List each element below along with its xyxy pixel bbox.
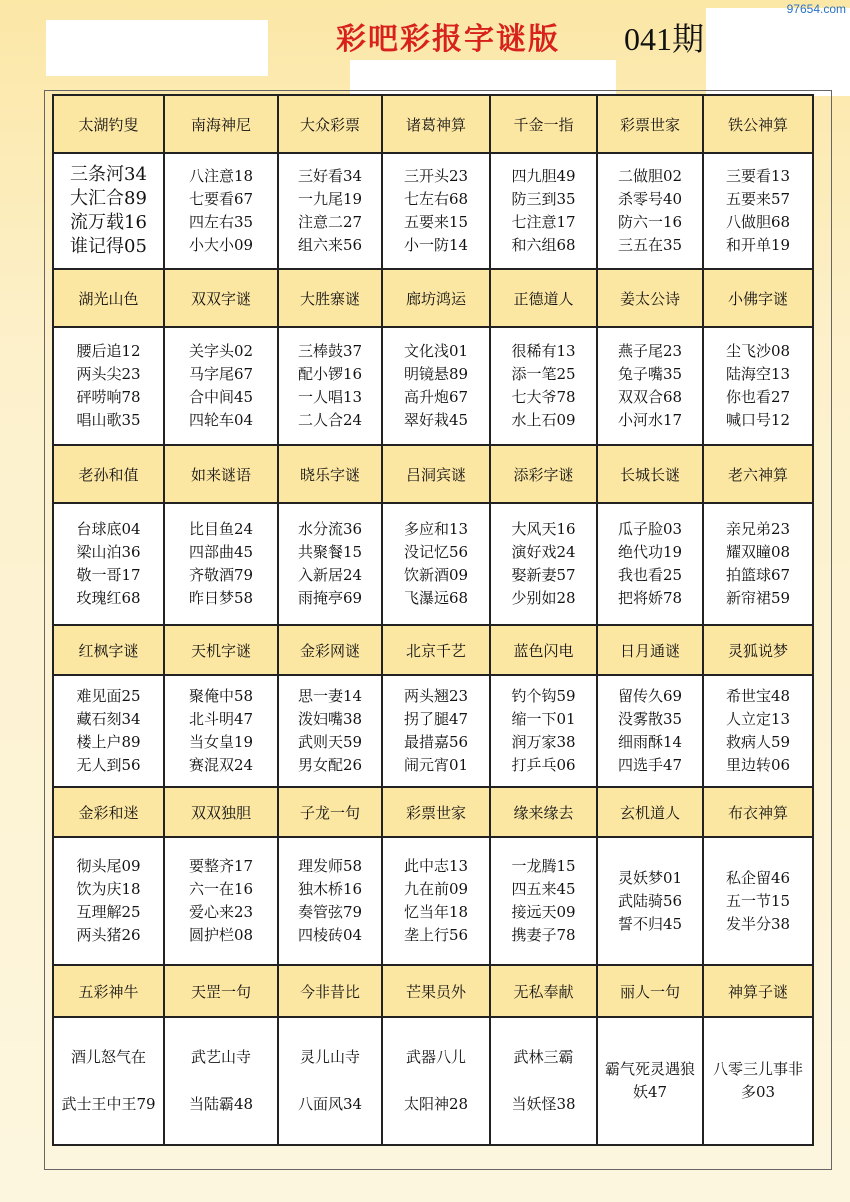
riddle-line: 防六一16 [617,213,683,231]
riddle-line: 太阳神28 [403,1095,469,1113]
column-header: 小佛字谜 [703,269,813,327]
riddle-line: 三棒鼓37 [297,342,363,360]
riddle-cell [278,327,382,445]
riddle-line: 把将娇78 [617,589,683,607]
riddle-line: 最措嘉56 [403,733,469,751]
column-header: 红枫字谜 [53,625,164,675]
riddle-line: 希世宝48 [725,687,791,705]
riddle-cell [382,327,490,445]
riddle-line: 杀零号40 [617,190,683,208]
riddle-line: 高升炮67 [403,388,469,406]
riddle-line: 润万家38 [511,733,576,751]
riddle-line: 昨日梦58 [188,589,254,607]
riddle-line: 唱山歌35 [76,411,141,429]
riddle-cell [53,327,164,445]
riddle-line: 腰后追12 [76,342,141,360]
riddle-line: 四轮车04 [188,411,254,429]
section-header-row [53,95,813,153]
column-header: 芒果员外 [382,965,490,1017]
riddle-cell [703,327,813,445]
riddle-line: 双双合68 [617,388,683,406]
column-header: 神算子谜 [703,965,813,1017]
riddle-line: 梁山泊36 [76,543,141,561]
riddle-line: 互理解25 [76,903,141,921]
section-body-row [53,837,813,965]
page-title: 彩吧彩报字谜版 [336,22,560,57]
riddle-line: 防三到35 [511,190,576,208]
column-header: 添彩字谜 [490,445,597,503]
riddle-line: 四棱砖04 [297,926,363,944]
riddle-line: 三好看34 [297,167,363,185]
riddle-line: 垄上行56 [403,926,469,944]
riddle-line: 四左右35 [188,213,254,231]
riddle-line: 人立定13 [725,710,791,728]
riddle-line: 新帘裙59 [725,589,791,607]
riddle-line: 男女配26 [297,756,363,774]
riddle-line: 齐敬酒79 [188,566,254,584]
riddle-line: 陆海空13 [725,365,791,383]
column-header: 无私奉献 [490,965,597,1017]
riddle-line: 七大爷78 [511,388,576,406]
riddle-cell [490,153,597,269]
column-header: 湖光山色 [53,269,164,327]
riddle-line: 流万载16 [70,212,147,233]
column-header: 吕洞宾谜 [382,445,490,503]
riddle-line: 无人到56 [76,756,141,774]
riddle-line: 很稀有13 [511,342,576,360]
issue-number: 041期 [624,21,705,57]
riddle-line: 里边转06 [725,756,791,774]
column-header: 金彩和迷 [53,787,164,837]
riddle-line: 少别如28 [511,589,576,607]
riddle-line: 接远天09 [511,903,576,921]
riddle-cell [53,1017,164,1145]
riddle-line: 奏管弦79 [297,903,363,921]
riddle-line: 喊口号12 [725,411,791,429]
riddle-line: 武林三霸 [513,1048,574,1066]
column-header: 布衣神算 [703,787,813,837]
riddle-cell [53,837,164,965]
riddle-line: 酒儿怒气在 [70,1048,146,1066]
riddle-line: 拍篮球67 [725,566,791,584]
column-header: 天罡一句 [164,965,278,1017]
riddle-line: 饮新酒09 [403,566,469,584]
riddle-line: 三条河34 [70,164,147,185]
riddle-line: 谁记得05 [70,236,147,257]
section-body-row [53,675,813,787]
column-header: 今非昔比 [278,965,382,1017]
riddle-cell [703,837,813,965]
section-header-row [53,787,813,837]
column-header: 子龙一句 [278,787,382,837]
riddle-cell [703,675,813,787]
column-header: 丽人一句 [597,965,703,1017]
riddle-cell [597,1017,703,1145]
riddle-line: 比目鱼24 [188,520,254,538]
column-header: 双双独胆 [164,787,278,837]
riddle-cell [490,503,597,625]
riddle-line: 翠好栽45 [403,411,469,429]
riddle-line: 八注意18 [188,167,254,185]
riddle-line: 留传久69 [617,687,683,705]
riddle-line: 组六来56 [297,236,363,254]
riddle-cell [490,327,597,445]
riddle-line: 七注意17 [511,213,576,231]
riddle-line: 两头翘23 [403,687,469,705]
riddle-line: 一龙腾15 [511,857,576,875]
riddle-line: 添一笔25 [511,365,576,383]
riddle-cell [703,1017,813,1145]
riddle-line: 霸气死灵遇狼 [604,1060,695,1078]
riddle-cell [382,675,490,787]
riddle-line: 瓜子脸03 [617,520,683,538]
riddle-line: 泼妇嘴38 [297,710,363,728]
riddle-line: 饮为庆18 [76,880,141,898]
site-watermark: 97654.com [786,2,846,16]
riddle-line: 没记忆56 [403,543,469,561]
riddle-line: 武陆骑56 [617,891,683,910]
riddle-cell [597,153,703,269]
riddle-line: 注意二27 [297,213,363,231]
riddle-line: 当陆霸48 [188,1095,254,1113]
riddle-line: 台球底04 [76,520,141,538]
riddle-cell [164,503,278,625]
riddle-line: 兔子嘴35 [617,365,683,383]
column-header: 日月通谜 [597,625,703,675]
riddle-line: 当女皇19 [188,733,254,751]
column-header: 大众彩票 [278,95,382,153]
section-header-row [53,269,813,327]
column-header: 天机字谜 [164,625,278,675]
redaction-box [46,20,268,76]
riddle-line: 演好戏24 [511,543,576,561]
riddle-line: 二人合24 [297,411,363,429]
riddle-line: 藏石刻34 [76,710,141,728]
riddle-line: 尘飞沙08 [725,342,791,360]
riddle-cell [597,837,703,965]
riddle-cell [53,675,164,787]
riddle-cell [278,503,382,625]
column-header: 缘来缘去 [490,787,597,837]
column-header: 彩票世家 [382,787,490,837]
riddle-line: 三要看13 [725,167,791,185]
riddle-line: 我也看25 [617,566,683,584]
riddle-line: 亲兄弟23 [725,520,791,538]
riddle-line: 七左右68 [403,190,469,208]
section-header-row [53,965,813,1017]
column-header: 千金一指 [490,95,597,153]
column-header: 老六神算 [703,445,813,503]
riddle-line: 两头尖23 [76,365,141,383]
riddle-cell [164,327,278,445]
riddle-line: 合中间45 [188,388,254,406]
riddle-line: 八零三儿事非 [712,1060,803,1078]
riddle-line: 绝代功19 [617,543,683,561]
riddle-line: 配小锣16 [297,365,363,383]
riddle-line: 三五在35 [617,236,683,254]
section-header-row [53,445,813,503]
riddle-line: 入新居24 [297,566,363,584]
column-header: 彩票世家 [597,95,703,153]
riddle-cell [490,675,597,787]
riddle-cell [382,837,490,965]
riddle-line: 赛混双24 [188,756,254,774]
riddle-line: 圆护栏08 [188,926,254,944]
riddle-line: 携妻子78 [511,926,576,944]
riddle-line: 耀双瞳08 [725,543,791,561]
riddle-line: 楼上户89 [76,733,141,751]
column-header: 正德道人 [490,269,597,327]
column-header: 双双字谜 [164,269,278,327]
riddle-line: 两头猪26 [76,926,141,944]
riddle-cell [278,837,382,965]
riddle-line: 救病人59 [725,733,791,751]
riddle-line: 娶新妻57 [511,566,576,584]
riddle-line: 此中志13 [403,857,469,875]
riddle-cell [278,1017,382,1145]
riddle-line: 八面风34 [297,1095,363,1113]
riddle-line: 小河水17 [617,411,683,429]
riddle-line: 没雾散35 [617,710,683,728]
riddle-line: 砰唠响78 [76,388,141,406]
riddle-line: 武士王中王79 [61,1095,156,1113]
column-header: 长城长谜 [597,445,703,503]
riddle-line: 和开单19 [725,236,791,254]
riddle-line: 文化浅01 [403,342,469,360]
riddle-line: 五要来57 [725,190,791,208]
column-header: 晓乐字谜 [278,445,382,503]
riddle-line: 一人唱13 [297,388,363,406]
column-header: 南海神尼 [164,95,278,153]
riddle-line: 武则天59 [297,733,363,751]
section-body-row [53,327,813,445]
riddle-cell [597,327,703,445]
column-header: 老孙和值 [53,445,164,503]
riddle-line: 理发师58 [297,857,363,875]
riddle-line: 燕子尾23 [617,342,683,360]
riddle-line: 彻头尾09 [76,857,141,875]
riddle-cell [382,153,490,269]
section-body-row [53,503,813,625]
riddle-line: 妖47 [632,1083,668,1101]
riddle-line: 武艺山寺 [190,1048,251,1066]
riddle-line: 灵妖梦01 [617,868,683,887]
riddle-line: 敬一哥17 [76,566,141,584]
riddle-line: 发半分38 [725,914,791,933]
riddle-line: 多03 [740,1083,776,1101]
riddle-line: 你也看27 [725,388,791,406]
riddle-cell [164,675,278,787]
riddle-line: 雨掩亭69 [297,589,363,607]
riddle-line: 当妖怪38 [511,1095,576,1113]
riddle-line: 难见面25 [76,687,141,705]
riddle-line: 玫瑰红68 [76,589,141,607]
column-header: 灵狐说梦 [703,625,813,675]
riddle-cell [597,675,703,787]
riddle-line: 武器八儿 [405,1048,466,1066]
section-body-row [53,1017,813,1145]
riddle-line: 八做胆68 [725,213,791,231]
riddle-line: 多应和13 [403,520,469,538]
section-header-row [53,625,813,675]
column-header: 铁公神算 [703,95,813,153]
riddle-line: 思一妻14 [297,687,363,705]
column-header: 太湖钓叟 [53,95,164,153]
riddle-line: 爱心来23 [188,903,254,921]
riddle-line: 一九尾19 [297,190,363,208]
riddle-line: 水上石09 [511,411,576,429]
riddle-line: 北斗明47 [188,710,254,728]
riddle-cell [382,1017,490,1145]
column-header: 北京千艺 [382,625,490,675]
column-header: 五彩神牛 [53,965,164,1017]
redaction-box [706,8,850,96]
riddle-line: 打乒乓06 [511,756,576,774]
riddle-cell [164,1017,278,1145]
column-header: 蓝色闪电 [490,625,597,675]
riddle-line: 拐了腿47 [403,710,469,728]
riddle-line: 要整齐17 [188,857,254,875]
column-header: 大胜寨谜 [278,269,382,327]
riddle-line: 大汇合89 [70,188,147,209]
riddle-line: 小大小09 [188,236,254,254]
riddle-line: 独木桥16 [297,880,363,898]
riddle-line: 聚俺中58 [188,687,254,705]
riddle-line: 三开头23 [403,167,469,185]
section-body-row [53,153,813,269]
riddle-line: 忆当年18 [403,903,469,921]
riddle-line: 水分流36 [297,520,363,538]
riddle-cell [53,153,164,269]
riddle-line: 飞瀑远68 [403,589,469,607]
riddle-line: 共聚餐15 [297,543,363,561]
column-header: 金彩网谜 [278,625,382,675]
riddle-line: 五一节15 [725,891,791,910]
riddle-table [52,94,814,1146]
column-header: 玄机道人 [597,787,703,837]
riddle-cell [382,503,490,625]
riddle-cell [490,837,597,965]
riddle-line: 缩一下01 [511,710,576,728]
riddle-line: 誓不归45 [617,914,683,933]
column-header: 诸葛神算 [382,95,490,153]
riddle-cell [703,503,813,625]
riddle-line: 四九胆49 [511,167,576,185]
riddle-cell [278,153,382,269]
riddle-cell [53,503,164,625]
riddle-line: 五要来15 [403,213,469,231]
riddle-line: 四选手47 [617,756,683,774]
riddle-line: 私企留46 [725,868,791,887]
riddle-line: 小一防14 [403,236,469,254]
riddle-line: 灵儿山寺 [299,1048,360,1066]
riddle-line: 四五来45 [511,880,576,898]
riddle-line: 二做胆02 [617,167,683,185]
riddle-cell [703,153,813,269]
riddle-cell [164,153,278,269]
riddle-line: 马字尾67 [188,365,254,383]
riddle-line: 闹元宵01 [403,756,469,774]
riddle-line: 关字头02 [188,342,254,360]
riddle-line: 细雨酥14 [617,733,683,751]
riddle-line: 钓个钩59 [511,687,576,705]
riddle-cell [597,503,703,625]
column-header: 廊坊鸿运 [382,269,490,327]
riddle-line: 九在前09 [403,880,469,898]
riddle-line: 六一在16 [188,880,254,898]
riddle-line: 和六组68 [511,236,576,254]
riddle-line: 明镜悬89 [403,365,469,383]
riddle-cell [164,837,278,965]
riddle-cell [278,675,382,787]
riddle-cell [490,1017,597,1145]
riddle-line: 大风天16 [511,520,576,538]
riddle-line: 四部曲45 [188,543,254,561]
column-header: 如来谜语 [164,445,278,503]
column-header: 姜太公诗 [597,269,703,327]
riddle-line: 七要看67 [188,190,254,208]
